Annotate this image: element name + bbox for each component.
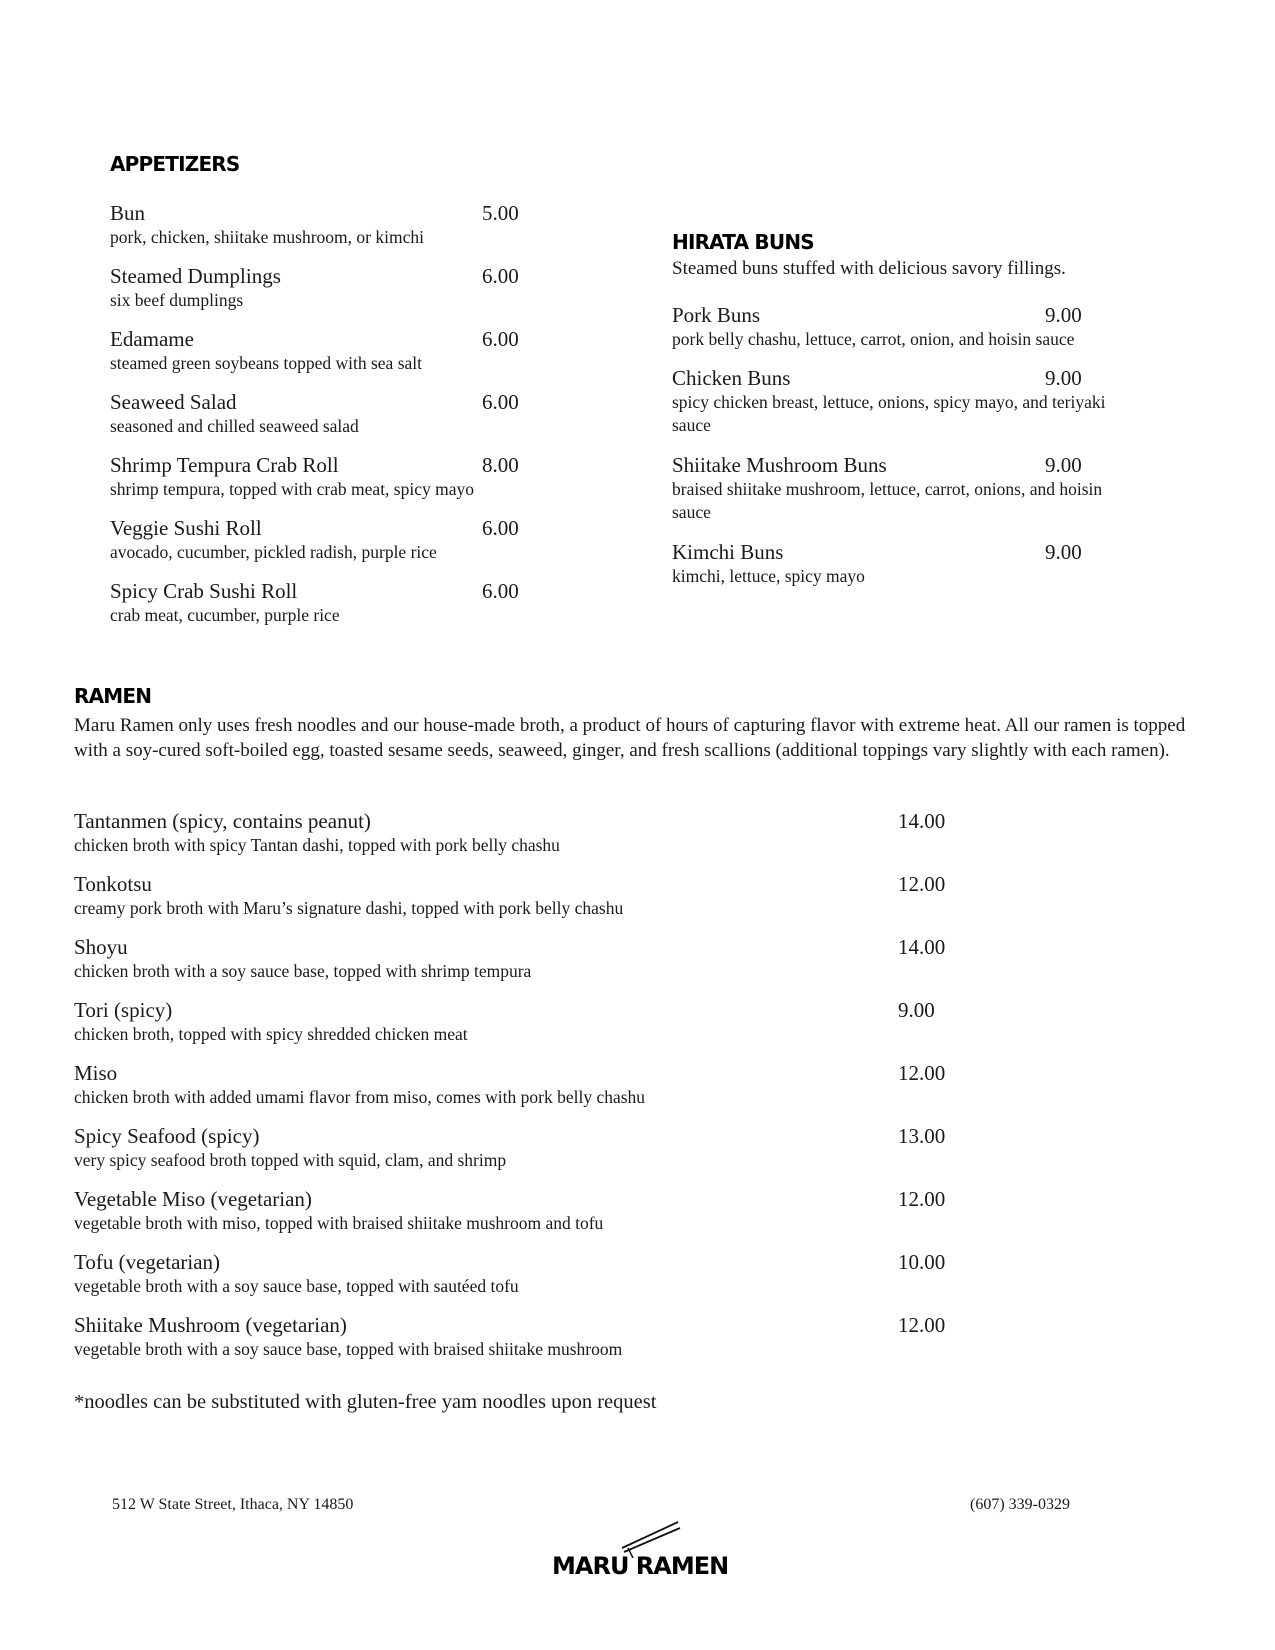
item-description: seasoned and chilled seaweed salad	[110, 416, 359, 436]
item-price: 6.00	[482, 579, 519, 603]
item-price: 12.00	[898, 1061, 946, 1085]
menu-item	[110, 327, 540, 375]
item-description: creamy pork broth with Maru’s signature dashi, topped with pork belly chashu	[74, 898, 624, 918]
menu-item	[110, 579, 540, 627]
item-name: Tori (spicy)	[74, 998, 173, 1022]
item-price: 9.00	[898, 998, 935, 1022]
item-price: 9.00	[1045, 540, 1082, 564]
item-name: Vegetable Miso (vegetarian)	[74, 1187, 312, 1211]
item-price: 12.00	[898, 1313, 946, 1337]
phone-number: (607) 339-0329	[970, 1496, 1070, 1513]
item-name: Steamed Dumplings	[110, 264, 281, 288]
menu-item	[672, 453, 1132, 524]
maru-ramen-logo	[552, 1520, 732, 1592]
item-name: Chicken Buns	[672, 366, 791, 390]
item-description: very spicy seafood broth topped with squid, clam, and shrimp	[74, 1150, 507, 1170]
item-price: 10.00	[898, 1250, 946, 1274]
item-name: Pork Buns	[672, 303, 761, 327]
item-description: vegetable broth with a soy sauce base, topped with sautéed tofu	[74, 1276, 519, 1296]
menu-item	[74, 809, 974, 857]
logo-wordmark: MARU RAMEN	[552, 1552, 729, 1580]
item-price: 13.00	[898, 1124, 946, 1148]
menu-item	[672, 366, 1122, 437]
item-description: steamed green soybeans topped with sea salt	[110, 353, 422, 373]
item-name: Kimchi Buns	[672, 540, 784, 564]
item-name: Shiitake Mushroom Buns	[672, 453, 887, 477]
item-name: Seaweed Salad	[110, 390, 237, 414]
item-price: 5.00	[482, 201, 519, 225]
item-description: shrimp tempura, topped with crab meat, spicy mayo	[110, 479, 475, 499]
item-name: Tonkotsu	[74, 872, 152, 896]
appetizers-heading: APPETIZERS	[110, 152, 240, 176]
item-name: Tantanmen (spicy, contains peanut)	[74, 809, 371, 833]
menu-item	[74, 998, 974, 1046]
item-name: Shiitake Mushroom (vegetarian)	[74, 1313, 347, 1337]
item-description: vegetable broth with miso, topped with braised shiitake mushroom and tofu	[74, 1213, 604, 1233]
item-description: chicken broth with spicy Tantan dashi, topped with pork belly chashu	[74, 835, 560, 855]
item-name: Bun	[110, 201, 146, 225]
menu-item	[110, 201, 540, 249]
menu-item	[74, 1313, 974, 1361]
menu-item	[110, 516, 540, 564]
item-description: kimchi, lettuce, spicy mayo	[672, 566, 865, 586]
item-description: pork belly chashu, lettuce, carrot, onion, and hoisin sauce	[672, 329, 1075, 349]
item-name: Miso	[74, 1061, 118, 1085]
menu-item	[74, 1061, 974, 1109]
item-price: 9.00	[1045, 366, 1082, 390]
item-description: pork, chicken, shiitake mushroom, or kimchi	[110, 227, 424, 247]
menu-item	[74, 872, 974, 920]
ramen-intro: Maru Ramen only uses fresh noodles and our house-made broth, a product of hours of capturing flavor with extreme heat. All our ramen is topped with a soy-cured soft-boiled egg, toasted sesame seeds, seaweed, ginger, and fresh scallions (additional toppings vary slightly with each ramen).	[74, 715, 1186, 761]
address: 512 W State Street, Ithaca, NY 14850	[112, 1496, 354, 1513]
gluten-free-note: *noodles can be substituted with gluten-free yam noodles upon request	[74, 1391, 657, 1413]
menu-item	[110, 264, 540, 312]
menu-item	[672, 540, 1122, 588]
menu-item	[672, 303, 1162, 351]
item-description: chicken broth, topped with spicy shredded chicken meat	[74, 1024, 468, 1044]
item-description: six beef dumplings	[110, 290, 244, 310]
menu-item	[110, 453, 560, 501]
menu-item	[74, 935, 974, 983]
menu-item	[74, 1124, 974, 1172]
item-price: 14.00	[898, 935, 946, 959]
item-description: spicy chicken breast, lettuce, onions, spicy mayo, and teriyaki sauce	[672, 392, 1106, 435]
item-name: Spicy Seafood (spicy)	[74, 1124, 260, 1148]
item-description: crab meat, cucumber, purple rice	[110, 605, 340, 625]
item-price: 9.00	[1045, 453, 1082, 477]
item-price: 12.00	[898, 872, 946, 896]
item-description: avocado, cucumber, pickled radish, purple rice	[110, 542, 437, 562]
ramen-heading: RAMEN	[74, 684, 152, 708]
item-price: 8.00	[482, 453, 519, 477]
item-price: 6.00	[482, 327, 519, 351]
item-price: 12.00	[898, 1187, 946, 1211]
item-description: chicken broth with a soy sauce base, topped with shrimp tempura	[74, 961, 532, 981]
item-name: Veggie Sushi Roll	[110, 516, 262, 540]
hirata-buns-intro: Steamed buns stuffed with delicious savory fillings.	[672, 258, 1066, 279]
item-price: 6.00	[482, 264, 519, 288]
item-description: braised shiitake mushroom, lettuce, carrot, onions, and hoisin sauce	[672, 479, 1103, 522]
item-name: Shoyu	[74, 935, 128, 959]
item-description: vegetable broth with a soy sauce base, topped with braised shiitake mushroom	[74, 1339, 623, 1359]
item-description: chicken broth with added umami flavor from miso, comes with pork belly chashu	[74, 1087, 646, 1107]
item-price: 6.00	[482, 516, 519, 540]
menu-item	[74, 1187, 974, 1235]
item-name: Spicy Crab Sushi Roll	[110, 579, 298, 603]
menu-item	[110, 390, 540, 438]
item-name: Tofu (vegetarian)	[74, 1250, 221, 1274]
hirata-buns-heading: HIRATA BUNS	[672, 230, 814, 254]
item-price: 9.00	[1045, 303, 1082, 327]
item-price: 14.00	[898, 809, 946, 833]
item-price: 6.00	[482, 390, 519, 414]
item-name: Shrimp Tempura Crab Roll	[110, 453, 339, 477]
menu-item	[74, 1250, 974, 1298]
item-name: Edamame	[110, 327, 194, 351]
